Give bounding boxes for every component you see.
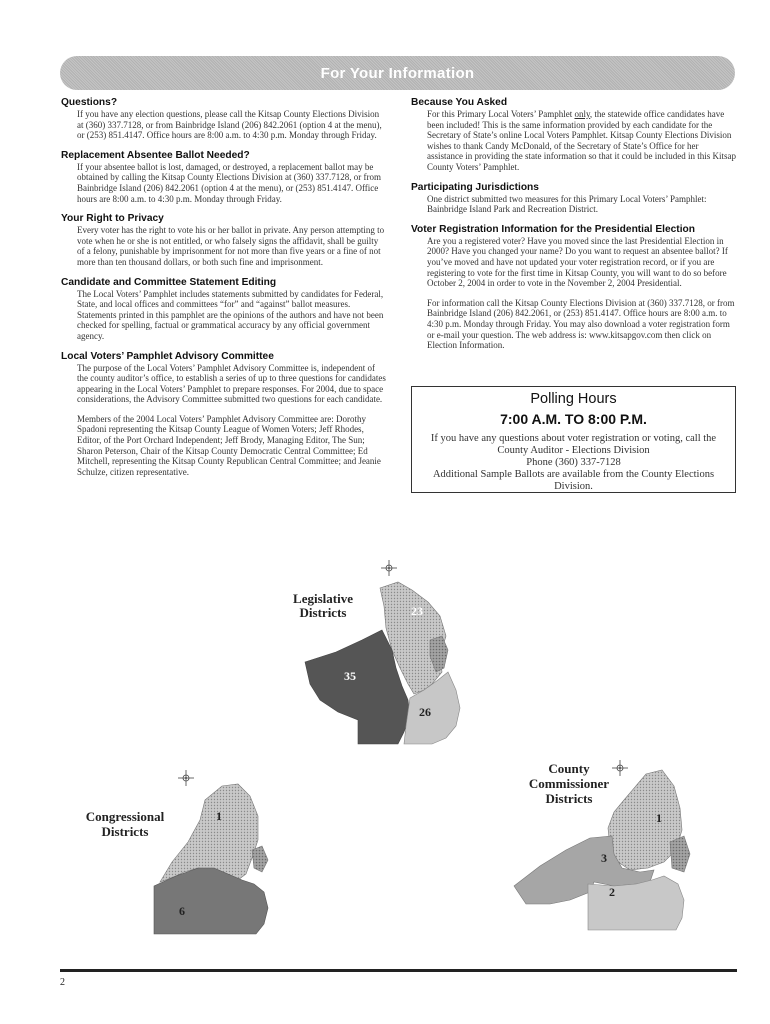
commissioner-district-1-east — [670, 836, 690, 872]
congressional-compass-icon — [178, 770, 194, 786]
heading-replacement-ballot: Replacement Absentee Ballot Needed? — [61, 149, 250, 161]
congressional-district-1-east — [252, 846, 268, 872]
heading-privacy: Your Right to Privacy — [61, 213, 164, 225]
heading-jurisdictions: Participating Jurisdictions — [411, 181, 539, 193]
commissioner-label-1: 1 — [656, 811, 662, 825]
congressional-district-6 — [154, 868, 268, 934]
para-jurisdictions: One district submitted two measures for this Primary Local Voters’ Pamphlet: Bainbridge Island Park and Recreation District. — [427, 193, 707, 215]
para-advisory-purpose: The purpose of the Local Voters’ Pamphlet Advisory Committee is, independent of the county auditor’s office, to establish a series of up to three questions for candidates appearing in the Local Voters’ Pamphlet to prepare responses. For 2004, due to space considerations, the Advisory Committee submitted two questions for each candidate. — [77, 362, 386, 405]
legislative-label-35: 35 — [344, 669, 356, 683]
because-pre: For this Primary Local Voters’ Pamphlet — [427, 109, 575, 119]
commissioner-title-line-3: Districts — [545, 791, 593, 806]
heading-because-you-asked: Because You Asked — [411, 97, 508, 108]
congressional-label-1: 1 — [216, 809, 222, 823]
commissioner-title-line-2: Commissioner — [528, 776, 610, 791]
commissioner-label-2: 2 — [609, 885, 615, 899]
congressional-label-6: 6 — [179, 904, 185, 918]
because-post: , the statewide office candidates have been included! This is the same information provided by each candidate for the Secretary of State’s online Local Voters Pamphlet. Kitsap County Elections Division wishes to thank Candy McDonald, of the Secretary of State’s Office for her assistance in providing the state information so that it could be included in this Kitsap County Voters’ Pamphlet. — [427, 109, 736, 172]
banner-title: For Your Information — [320, 64, 475, 82]
legislative-title-line-2: Districts — [299, 605, 347, 620]
polling-line-2: Phone (360) 337-7128 — [526, 457, 621, 468]
legislative-map — [293, 560, 460, 744]
because-underlined: only — [574, 109, 590, 119]
para-questions: If you have any election questions, please call the Kitsap County Elections Division at (360) 337.7128, or from Bainbridge Island (206) 842.2061 (option 4 at the menu), or (253) 851.4147. Office hours are 8:00 a.m. to 4:30 p.m. Monday through Friday. — [77, 109, 382, 141]
congressional-title-line-1: Congressional — [85, 809, 165, 824]
para-advisory-members: Members of the 2004 Local Voters’ Pamphlet Advisory Committee are: Dorothy Spadoni representing the Kitsap County League of Women Voters; Jeff Rhodes, Editor, of the Port Orchard Independent; Jeff Brody, Managing Editor, The Sun; Sharon Peterson, Chair of the Kitsap County Democratic Central Committee; Ed Mitchell, representing the Kitsap County Republican Central Committee; and Jeanie Schulze, citizen representative. — [77, 413, 381, 477]
polling-title: Polling Hours — [530, 391, 617, 407]
commissioner-map — [514, 760, 690, 930]
polling-line-3: Additional Sample Ballots are available from the County Elections Division. — [432, 469, 715, 492]
legislative-label-23: 23 — [411, 604, 423, 618]
polling-line-1: If you have any questions about voter registration or voting, call the County Auditor - Elections Division — [430, 433, 717, 456]
footer-rule — [60, 969, 737, 972]
para-privacy: Every voter has the right to vote his or her ballot in private. Any person attempting to vote when he or she is not entitled, or who falsely signs the affidavit, shall be guilty of a felony, punishable by imprisonment for not more than five years or a fine of not more than ten thousand dollars, or both such fine and imprisonment. — [77, 225, 385, 267]
para-replacement-ballot: If your absentee ballot is lost, damaged, or destroyed, a replacement ballot may be obtained by calling the Kitsap County Elections Division at (360) 337.7128, or from Bainbridge Island (206) 842.2061 (option 4 at the menu), or (253) 851.4147. Office hours are 8:00 a.m. to 4:30 p.m. Monday through Friday. — [77, 161, 381, 204]
commissioner-title-line-1: County — [548, 761, 590, 776]
legislative-title-line-1: Legislative — [293, 591, 353, 606]
commissioner-label-3: 3 — [601, 851, 607, 865]
para-voter-registration: Are you a registered voter? Have you moved since the last Presidential Election in 2000? Have you changed your name? Do you want to request an absentee ballot? If you’ve moved and have not updated your voter registration record, or if you are registering to vote for the first time in Kitsap County, you will want to do so before October 2, 2004 in order to vote in the November 2, 2004 Presidential. — [427, 235, 728, 289]
para-contact-info: For information call the Kitsap County Elections Division at (360) 337.7128, or from Bainbridge Island (206) 842.2061, or (253) 851.4147. Office hours are 8:00 a.m. to 4:30 p.m. Monday through Friday. You may also download a voter registration form or e-mail your question. The web address is: www.kitsapgov.com then click on Election Information. — [427, 297, 735, 351]
congressional-title-line-2: Districts — [101, 824, 149, 839]
heading-advisory-committee: Local Voters’ Pamphlet Advisory Committee — [61, 350, 274, 362]
heading-voter-registration: Voter Registration Information for the Presidential Election — [411, 223, 695, 235]
para-statement-editing: The Local Voters’ Pamphlet includes statements submitted by candidates for Federal, State, and local offices and committees “for” and “against” ballot measures. Statements printed in this pamphlet are the opinions of the authors and have not been checked for spelling, factual or grammatical accuracy by any official government agency. — [77, 288, 384, 341]
polling-hours: 7:00 A.M. TO 8:00 P.M. — [500, 411, 647, 427]
legislative-label-26: 26 — [419, 705, 431, 719]
heading-statement-editing: Candidate and Committee Statement Editing — [61, 276, 277, 288]
commissioner-compass-icon — [612, 760, 628, 776]
commissioner-district-2 — [588, 876, 684, 930]
congressional-map — [86, 770, 268, 934]
congressional-district-1 — [160, 784, 258, 882]
legislative-compass-icon — [381, 560, 397, 576]
page-number: 2 — [60, 977, 65, 988]
heading-questions: Questions? — [61, 97, 118, 108]
